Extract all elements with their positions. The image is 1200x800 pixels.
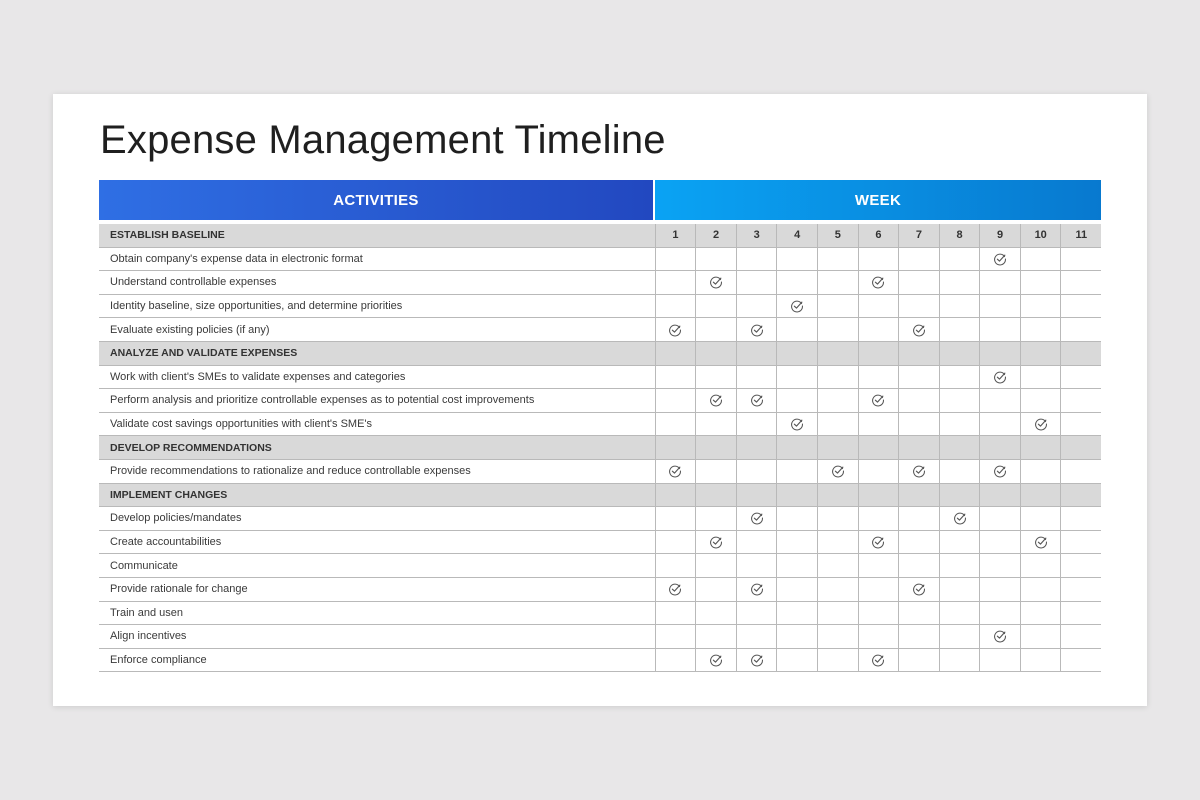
week-cell	[736, 507, 777, 530]
week-cell	[1020, 248, 1061, 271]
check-circle-icon	[709, 535, 723, 549]
check-circle-icon	[1034, 535, 1048, 549]
activity-label: Identity baseline, size opportunities, and determine priorities	[110, 300, 403, 313]
week-cell	[858, 248, 899, 271]
week-cell	[939, 602, 980, 625]
week-cell	[776, 295, 817, 318]
week-cell	[736, 460, 777, 483]
week-number: 1	[655, 224, 696, 247]
week-cell	[695, 318, 736, 341]
week-cell	[1060, 625, 1101, 648]
check-circle-icon	[668, 323, 682, 337]
week-cell	[1020, 389, 1061, 412]
activity-label: Create accountabilities	[110, 536, 222, 549]
table-row	[99, 248, 1101, 272]
week-cell	[817, 554, 858, 577]
week-cell	[817, 649, 858, 672]
week-cell	[655, 554, 696, 577]
table-row	[99, 295, 1101, 319]
week-cell	[979, 295, 1020, 318]
week-cell	[776, 554, 817, 577]
week-cell	[776, 318, 817, 341]
week-cell	[1020, 602, 1061, 625]
week-cell	[817, 460, 858, 483]
week-number: 5	[817, 224, 858, 247]
week-cell	[858, 649, 899, 672]
week-cell	[858, 554, 899, 577]
slide	[53, 94, 1147, 706]
week-cell	[898, 554, 939, 577]
week-cell	[898, 602, 939, 625]
week-number: 8	[939, 224, 980, 247]
week-cell	[1060, 389, 1101, 412]
week-cell	[817, 342, 858, 365]
week-cell	[939, 554, 980, 577]
week-cell	[1060, 507, 1101, 530]
week-cell	[695, 366, 736, 389]
check-circle-icon	[871, 275, 885, 289]
week-cell	[898, 578, 939, 601]
activities-header: ACTIVITIES	[99, 180, 653, 220]
check-circle-icon	[790, 299, 804, 313]
week-cell	[858, 413, 899, 436]
activity-label: Evaluate existing policies (if any)	[110, 323, 270, 336]
week-cell	[736, 602, 777, 625]
week-cell	[1020, 295, 1061, 318]
week-cell	[655, 507, 696, 530]
week-cell	[776, 389, 817, 412]
week-cell	[736, 342, 777, 365]
week-cell	[776, 436, 817, 459]
week-cell	[979, 460, 1020, 483]
week-cell	[979, 625, 1020, 648]
page-title: Expense Management Timeline	[100, 118, 666, 162]
week-cell	[939, 649, 980, 672]
week-header: WEEK	[655, 180, 1101, 220]
week-cell	[736, 389, 777, 412]
week-cell	[1060, 554, 1101, 577]
week-cell	[1020, 649, 1061, 672]
week-cell	[1060, 271, 1101, 294]
week-cell	[979, 248, 1020, 271]
week-cell	[979, 342, 1020, 365]
activity-label: Enforce compliance	[110, 653, 207, 666]
section-row	[99, 342, 1101, 366]
week-cell	[979, 507, 1020, 530]
table-row	[99, 554, 1101, 578]
timeline-table	[99, 224, 1101, 672]
week-cell	[1060, 295, 1101, 318]
week-cell	[1020, 436, 1061, 459]
week-cell	[1020, 554, 1061, 577]
week-cell	[736, 531, 777, 554]
week-cell	[695, 389, 736, 412]
week-cell	[979, 578, 1020, 601]
check-circle-icon	[750, 582, 764, 596]
week-cell	[695, 531, 736, 554]
week-cell	[979, 484, 1020, 507]
week-cell	[939, 318, 980, 341]
week-cell	[1020, 318, 1061, 341]
week-cell	[1060, 318, 1101, 341]
week-cell	[858, 436, 899, 459]
week-cell	[655, 436, 696, 459]
week-cell	[736, 318, 777, 341]
week-cell	[939, 578, 980, 601]
week-cell	[939, 295, 980, 318]
week-cell	[979, 649, 1020, 672]
week-cell	[898, 295, 939, 318]
week-cell	[736, 271, 777, 294]
activity-label: Work with client's SMEs to validate expenses and categories	[110, 370, 406, 383]
week-cell	[817, 602, 858, 625]
week-cell	[817, 413, 858, 436]
check-circle-icon	[709, 393, 723, 407]
week-cell	[776, 366, 817, 389]
week-cell	[858, 484, 899, 507]
week-cell	[817, 507, 858, 530]
check-circle-icon	[953, 511, 967, 525]
check-circle-icon	[912, 464, 926, 478]
week-cell	[655, 271, 696, 294]
week-cell	[736, 554, 777, 577]
week-cell	[898, 366, 939, 389]
week-cell	[979, 602, 1020, 625]
week-cell	[776, 649, 817, 672]
activity-label: Perform analysis and prioritize controllable expenses as to potential cost improvements	[110, 394, 535, 407]
check-circle-icon	[750, 323, 764, 337]
week-cell	[898, 271, 939, 294]
week-cell	[817, 271, 858, 294]
week-cell	[1020, 460, 1061, 483]
week-cell	[695, 507, 736, 530]
week-cell	[695, 649, 736, 672]
week-cell	[655, 413, 696, 436]
week-cell	[1020, 413, 1061, 436]
table-row	[99, 389, 1101, 413]
activity-label: Validate cost savings opportunities with client's SME's	[110, 418, 373, 431]
week-cell	[939, 625, 980, 648]
week-cell	[817, 248, 858, 271]
section-row	[99, 224, 1101, 248]
week-cell	[817, 531, 858, 554]
check-circle-icon	[750, 653, 764, 667]
week-cell	[1060, 366, 1101, 389]
check-circle-icon	[912, 323, 926, 337]
week-cell	[736, 649, 777, 672]
check-circle-icon	[790, 417, 804, 431]
week-cell	[858, 460, 899, 483]
week-cell	[817, 625, 858, 648]
check-circle-icon	[993, 629, 1007, 643]
week-cell	[655, 342, 696, 365]
week-cell	[736, 625, 777, 648]
week-cell	[1060, 413, 1101, 436]
activity-label: Understand controllable expenses	[110, 276, 277, 289]
activity-label: Obtain company's expense data in electronic format	[110, 252, 363, 265]
week-cell	[898, 248, 939, 271]
week-cell	[655, 484, 696, 507]
week-number: 9	[979, 224, 1020, 247]
check-circle-icon	[709, 653, 723, 667]
week-cell	[695, 484, 736, 507]
week-cell	[858, 507, 899, 530]
week-cell	[776, 460, 817, 483]
week-cell	[695, 602, 736, 625]
week-cell	[939, 484, 980, 507]
week-cell	[776, 578, 817, 601]
week-cell	[979, 389, 1020, 412]
week-cell	[939, 460, 980, 483]
week-cell	[858, 578, 899, 601]
week-cell	[858, 389, 899, 412]
check-circle-icon	[993, 464, 1007, 478]
week-cell	[979, 413, 1020, 436]
section-label: ANALYZE AND VALIDATE EXPENSES	[110, 347, 298, 360]
week-cell	[736, 413, 777, 436]
table-row	[99, 507, 1101, 531]
week-cell	[736, 578, 777, 601]
week-cell	[858, 625, 899, 648]
check-circle-icon	[668, 582, 682, 596]
check-circle-icon	[993, 370, 1007, 384]
week-cell	[817, 366, 858, 389]
week-cell	[898, 318, 939, 341]
week-cell	[979, 271, 1020, 294]
week-cell	[695, 460, 736, 483]
week-cell	[736, 248, 777, 271]
week-cell	[817, 318, 858, 341]
week-cell	[858, 318, 899, 341]
check-circle-icon	[912, 582, 926, 596]
week-cell	[1060, 602, 1101, 625]
week-cell	[776, 484, 817, 507]
check-circle-icon	[831, 464, 845, 478]
week-cell	[655, 625, 696, 648]
week-cell	[1060, 460, 1101, 483]
table-row	[99, 460, 1101, 484]
activity-label: Communicate	[110, 559, 178, 572]
week-cell	[939, 507, 980, 530]
week-cell	[655, 248, 696, 271]
week-cell	[776, 602, 817, 625]
check-circle-icon	[668, 464, 682, 478]
week-cell	[695, 436, 736, 459]
week-cell	[1020, 578, 1061, 601]
week-cell	[695, 578, 736, 601]
table-row	[99, 366, 1101, 390]
week-cell	[776, 625, 817, 648]
section-row	[99, 436, 1101, 460]
check-circle-icon	[993, 252, 1007, 266]
week-cell	[1020, 366, 1061, 389]
week-number: 11	[1060, 224, 1101, 247]
table-row	[99, 578, 1101, 602]
week-cell	[979, 366, 1020, 389]
week-cell	[817, 295, 858, 318]
week-cell	[858, 271, 899, 294]
week-cell	[898, 389, 939, 412]
week-cell	[858, 366, 899, 389]
week-cell	[695, 342, 736, 365]
week-cell	[776, 271, 817, 294]
week-cell	[898, 460, 939, 483]
week-cell	[939, 413, 980, 436]
table-row	[99, 602, 1101, 626]
week-cell	[898, 625, 939, 648]
table-row	[99, 531, 1101, 555]
week-cell	[898, 484, 939, 507]
week-cell	[655, 366, 696, 389]
week-cell	[655, 578, 696, 601]
week-cell	[1020, 507, 1061, 530]
section-label: ESTABLISH BASELINE	[110, 229, 225, 242]
week-cell	[1020, 342, 1061, 365]
week-cell	[1060, 248, 1101, 271]
check-circle-icon	[750, 393, 764, 407]
table-row	[99, 413, 1101, 437]
week-cell	[776, 248, 817, 271]
week-cell	[736, 484, 777, 507]
week-cell	[858, 342, 899, 365]
table-row	[99, 649, 1101, 673]
check-circle-icon	[871, 535, 885, 549]
week-cell	[655, 318, 696, 341]
week-cell	[939, 366, 980, 389]
activity-label: Train and usen	[110, 606, 183, 619]
week-cell	[695, 248, 736, 271]
week-cell	[898, 413, 939, 436]
week-cell	[655, 649, 696, 672]
week-cell	[1020, 531, 1061, 554]
week-cell	[898, 342, 939, 365]
week-cell	[898, 507, 939, 530]
week-cell	[939, 531, 980, 554]
week-cell	[979, 436, 1020, 459]
week-number: 6	[858, 224, 899, 247]
activity-label: Provide rationale for change	[110, 583, 248, 596]
week-cell	[817, 578, 858, 601]
week-cell	[776, 413, 817, 436]
check-circle-icon	[750, 511, 764, 525]
check-circle-icon	[871, 653, 885, 667]
week-cell	[655, 389, 696, 412]
week-number: 7	[898, 224, 939, 247]
week-cell	[898, 531, 939, 554]
week-cell	[1060, 531, 1101, 554]
week-cell	[1060, 484, 1101, 507]
week-cell	[776, 507, 817, 530]
week-cell	[655, 531, 696, 554]
week-number: 4	[776, 224, 817, 247]
week-cell	[1060, 578, 1101, 601]
week-cell	[979, 318, 1020, 341]
section-label: DEVELOP RECOMMENDATIONS	[110, 441, 272, 454]
week-number: 2	[695, 224, 736, 247]
week-cell	[736, 366, 777, 389]
week-cell	[736, 295, 777, 318]
week-cell	[695, 554, 736, 577]
week-cell	[858, 602, 899, 625]
week-cell	[1060, 436, 1101, 459]
week-cell	[655, 460, 696, 483]
week-cell	[858, 295, 899, 318]
week-cell	[939, 271, 980, 294]
activity-label: Provide recommendations to rationalize and reduce controllable expenses	[110, 465, 471, 478]
table-row	[99, 271, 1101, 295]
activity-label: Develop policies/mandates	[110, 512, 242, 525]
week-cell	[939, 389, 980, 412]
table-row	[99, 318, 1101, 342]
week-cell	[858, 531, 899, 554]
week-cell	[817, 389, 858, 412]
week-cell	[695, 413, 736, 436]
week-cell	[655, 295, 696, 318]
week-cell	[695, 295, 736, 318]
week-cell	[776, 342, 817, 365]
week-cell	[817, 484, 858, 507]
week-cell	[695, 625, 736, 648]
week-cell	[736, 436, 777, 459]
table-row	[99, 625, 1101, 649]
week-cell	[939, 248, 980, 271]
section-row	[99, 484, 1101, 508]
week-cell	[1060, 649, 1101, 672]
week-cell	[655, 602, 696, 625]
week-cell	[898, 436, 939, 459]
week-number: 3	[736, 224, 777, 247]
week-cell	[1020, 625, 1061, 648]
week-cell	[1020, 271, 1061, 294]
week-cell	[979, 554, 1020, 577]
week-cell	[817, 436, 858, 459]
week-cell	[939, 436, 980, 459]
activity-label: Align incentives	[110, 630, 187, 643]
week-cell	[979, 531, 1020, 554]
week-cell	[1020, 484, 1061, 507]
check-circle-icon	[1034, 417, 1048, 431]
week-cell	[1060, 342, 1101, 365]
week-cell	[695, 271, 736, 294]
week-cell	[776, 531, 817, 554]
week-number: 10	[1020, 224, 1061, 247]
section-label: IMPLEMENT CHANGES	[110, 488, 228, 501]
check-circle-icon	[709, 275, 723, 289]
check-circle-icon	[871, 393, 885, 407]
week-cell	[898, 649, 939, 672]
week-cell	[939, 342, 980, 365]
